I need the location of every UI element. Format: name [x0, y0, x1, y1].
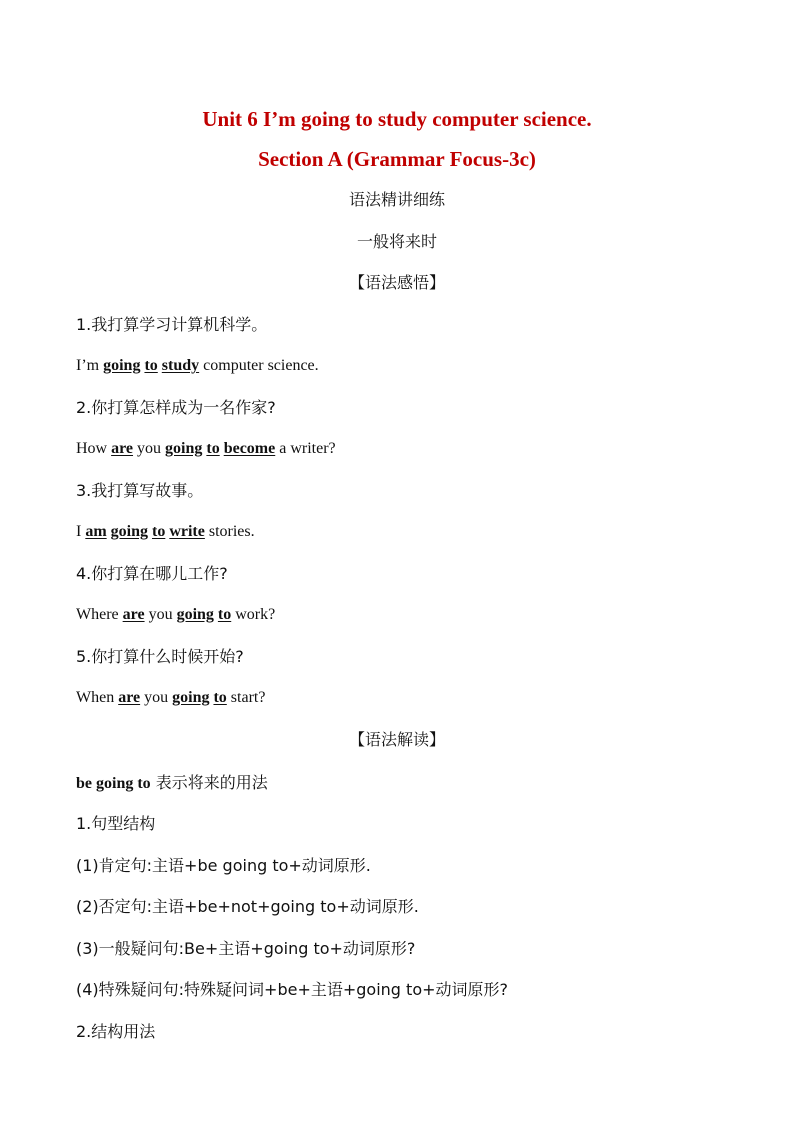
- text-fragment: I: [76, 523, 86, 540]
- text-fragment: How: [76, 440, 112, 457]
- usage-heading-rest: 表示将来的用法: [150, 773, 268, 792]
- text-fragment: a writer?: [275, 440, 336, 457]
- rule-general-question: (3)一般疑问句:Be+主语+going to+动词原形?: [76, 939, 416, 958]
- rule-negative: (2)否定句:主语+be+not+going to+动词原形.: [76, 897, 419, 916]
- text-fragment: computer science.: [199, 357, 319, 374]
- underlined-word: study: [161, 357, 200, 374]
- underlined-word: going: [165, 440, 203, 457]
- subheading-usage: 2.结构用法: [76, 1022, 156, 1041]
- text-fragment: stories.: [204, 523, 255, 540]
- example-en-4: [76, 605, 275, 625]
- underlined-word: write: [169, 523, 205, 540]
- example-en-3: [76, 522, 255, 542]
- text-fragment: you: [133, 440, 166, 457]
- subheading-structure: 1.句型结构: [76, 814, 156, 833]
- underlined-word: am: [85, 523, 107, 540]
- section-heading-perception: 【语法感悟】: [348, 273, 445, 292]
- unit-title: Unit 6 I’m going to study computer science.: [202, 107, 592, 131]
- text-fragment: you: [144, 606, 177, 623]
- underlined-word: are: [118, 689, 141, 706]
- underlined-word: are: [122, 606, 145, 623]
- text-fragment: I’m: [76, 357, 104, 374]
- example-cn-4: 4.你打算在哪儿工作?: [76, 564, 228, 583]
- example-cn-5: 5.你打算什么时候开始?: [76, 647, 244, 666]
- rule-special-question: (4)特殊疑问句:特殊疑问词+be+主语+going to+动词原形?: [76, 980, 509, 999]
- usage-heading-bold: be going to: [76, 775, 151, 792]
- text-fragment: you: [140, 689, 173, 706]
- text-fragment: Where: [76, 606, 123, 623]
- underlined-word: to: [206, 440, 220, 457]
- grammar-topic: 一般将来时: [356, 232, 437, 251]
- example-cn-3: 3.我打算写故事。: [76, 481, 204, 500]
- example-cn-2: 2.你打算怎样成为一名作家?: [76, 398, 276, 417]
- underlined-word: to: [152, 523, 166, 540]
- underlined-word: going: [103, 357, 141, 374]
- section-heading-explanation: 【语法解读】: [348, 730, 445, 749]
- underlined-word: going: [110, 523, 148, 540]
- example-cn-1: 1.我打算学习计算机科学。: [76, 315, 268, 334]
- underlined-word: become: [223, 440, 276, 457]
- underlined-word: to: [213, 689, 227, 706]
- underlined-word: going: [172, 689, 210, 706]
- text-fragment: start?: [226, 689, 266, 706]
- underlined-word: to: [217, 606, 232, 623]
- underlined-word: going: [176, 606, 214, 623]
- example-en-2: [76, 439, 336, 459]
- text-fragment: When: [76, 689, 119, 706]
- rule-affirmative: (1)肯定句:主语+be going to+动词原形.: [76, 856, 371, 875]
- section-title: Section A (Grammar Focus-3c): [258, 147, 536, 171]
- example-en-1: [76, 356, 319, 376]
- underlined-word: to: [144, 357, 158, 374]
- text-fragment: work?: [231, 606, 276, 623]
- example-en-5: [76, 688, 265, 708]
- underlined-word: are: [111, 440, 134, 457]
- usage-heading: [76, 773, 268, 794]
- subtitle: 语法精讲细练: [348, 190, 445, 209]
